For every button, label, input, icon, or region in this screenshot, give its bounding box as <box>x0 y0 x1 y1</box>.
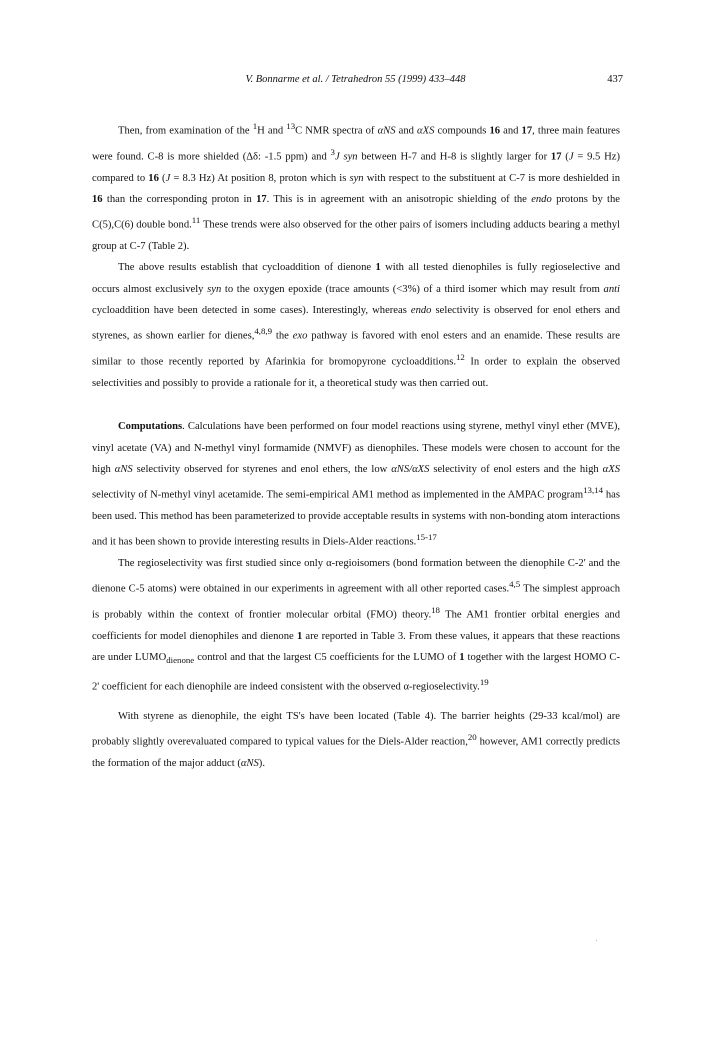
page-number: 437 <box>607 74 623 85</box>
paragraph-computations: Computations. Calculations have been performed on four model reactions using styrene, methyl vinyl ether (MVE), vinyl acetate (VA) and N-methyl vinyl formamide (NMVF) as dienophiles. These models were chosen to account for the high αNS selectivity observed for styrenes and enol ethers, the low αNS/αXS selectivity of enol esters and the high αXS selectivity of N-methyl vinyl acetamide. The semi-empirical AM1 method as implemented in the AMPAC program$^{13,14}$ has been used. This method has been parameterized to provide acceptable results in systems with non-bonding atom interactions and it has been shown to provide interesting results in Diels-Alder reactions.$^{15-17}$ <box>92 421 621 548</box>
running-header <box>0 74 711 90</box>
paragraph-nmr-analysis: Then, from examination of the $^1$H and $^{13}$C NMR spectra of αNS and αXS compounds 16 and 17, three main features were found. C-8 is more shielded (Δδ: -1.5 ppm) and $^3$J syn between H-7 and H-8 is slightly larger for 17 (J = 9.5 Hz) compared to 16 (J = 8.3 Hz) At position 8, proton which is syn with respect to the substituent at C-7 is more deshielded in 16 than the corresponding proton in 17. This is in agreement with an anisotropic shielding of the endo protons by the C(5),C(6) double bond.$^{11}$ These trends were also observed for the other pairs of isomers including adducts bearing a methyl group at C-7 (Table 2). <box>92 121 620 253</box>
article-body <box>92 116 620 774</box>
paragraph-regioselectivity: The regioselectivity was first studied since only α-regioisomers (bond formation between the dienophile C-2' and the dienone C-5 atoms) were obtained in our experiments in agreement with all other reported cases.$^{4,5}$ The simplest approach is probably within the context of frontier molecular orbital (FMO) theory.$^{18}$ The AM1 frontier orbital energies and coefficients for model dienophiles and dienone 1 are reported in Table 3. From these values, it appears that these reactions are under $LUMO_{dienone}$ control and that the largest C5 coefficients for the LUMO of 1 together with the largest HOMO C-2' coefficient for each dienophile are indeed consistent with the observed α-regioselectivity.$^{19}$ <box>92 558 621 693</box>
running-title: V. Bonnarme et al. / Tetrahedron 55 (1999) 433–448 <box>245 74 466 85</box>
scan-speck <box>596 940 597 941</box>
paragraph-styrene-ts: With styrene as dienophile, the eight TS's have been located (Table 4). The barrier heights (29-33 kcal/mol) are probably slightly overevaluated compared to typical values for the Diels-Alder reaction,$^{20}$ however, AM1 correctly predicts the formation of the major adduct (αNS). <box>92 710 620 769</box>
paragraph-selectivity-summary: The above results establish that cycloaddition of dienone 1 with all tested dienophiles is fully regioselective and occurs almost exclusively syn to the oxygen epoxide (trace amounts (<3%) of a third isomer which may result from anti cycloaddition have been detected in some cases). Interestingly, whereas endo selectivity is observed for enol ethers and styrenes, as shown earlier for dienes,$^{4,8,9}$ the exo pathway is favored with enol esters and an enamide. These results are similar to those recently reported by Afarinkia for bromopyrone cycloadditions.$^{12}$ In order to explain the observed selectivities and possibly to provide a rationale for it, a theoretical study was then carried out. <box>92 262 620 389</box>
